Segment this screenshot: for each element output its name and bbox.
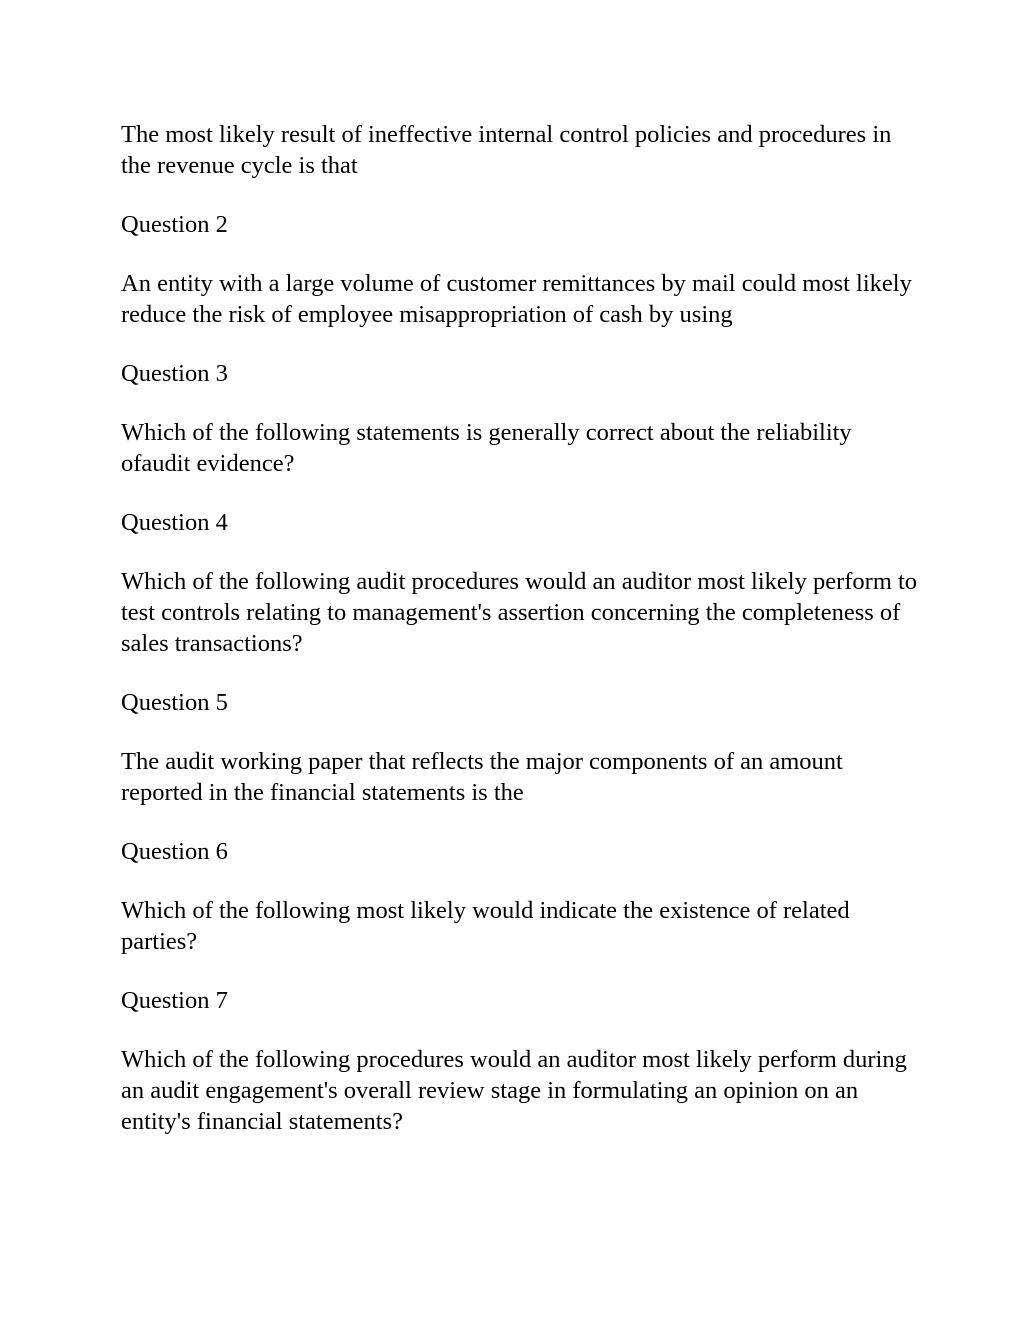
document-page bbox=[121, 119, 921, 1165]
question-7-heading: Question 7 bbox=[121, 987, 228, 1014]
question-3-heading: Question 3 bbox=[121, 360, 228, 387]
question-4-heading: Question 4 bbox=[121, 509, 228, 536]
question-5-text: The audit working paper that reflects the major components of an amount reported in the financial statements is the bbox=[121, 748, 843, 806]
question-5-heading: Question 5 bbox=[121, 689, 228, 716]
question-3-text: Which of the following statements is generally correct about the reliability ofaudit evidence? bbox=[121, 419, 852, 477]
question-7-text: Which of the following procedures would an auditor most likely perform during an audit engagement's overall review stage in formulating an opinion on an entity's financial statements? bbox=[121, 1046, 907, 1135]
question-1-text: The most likely result of ineffective internal control policies and procedures in the revenue cycle is that bbox=[121, 121, 892, 179]
question-2-text: An entity with a large volume of customer remittances by mail could most likely reduce the risk of employee misappropriation of cash by using bbox=[121, 270, 912, 328]
question-6-text: Which of the following most likely would indicate the existence of related parties? bbox=[121, 897, 850, 955]
question-6-heading: Question 6 bbox=[121, 838, 228, 865]
question-2-heading: Question 2 bbox=[121, 211, 228, 238]
question-4-text: Which of the following audit procedures would an auditor most likely perform to test controls relating to management's assertion concerning the completeness of sales transactions? bbox=[121, 568, 918, 657]
